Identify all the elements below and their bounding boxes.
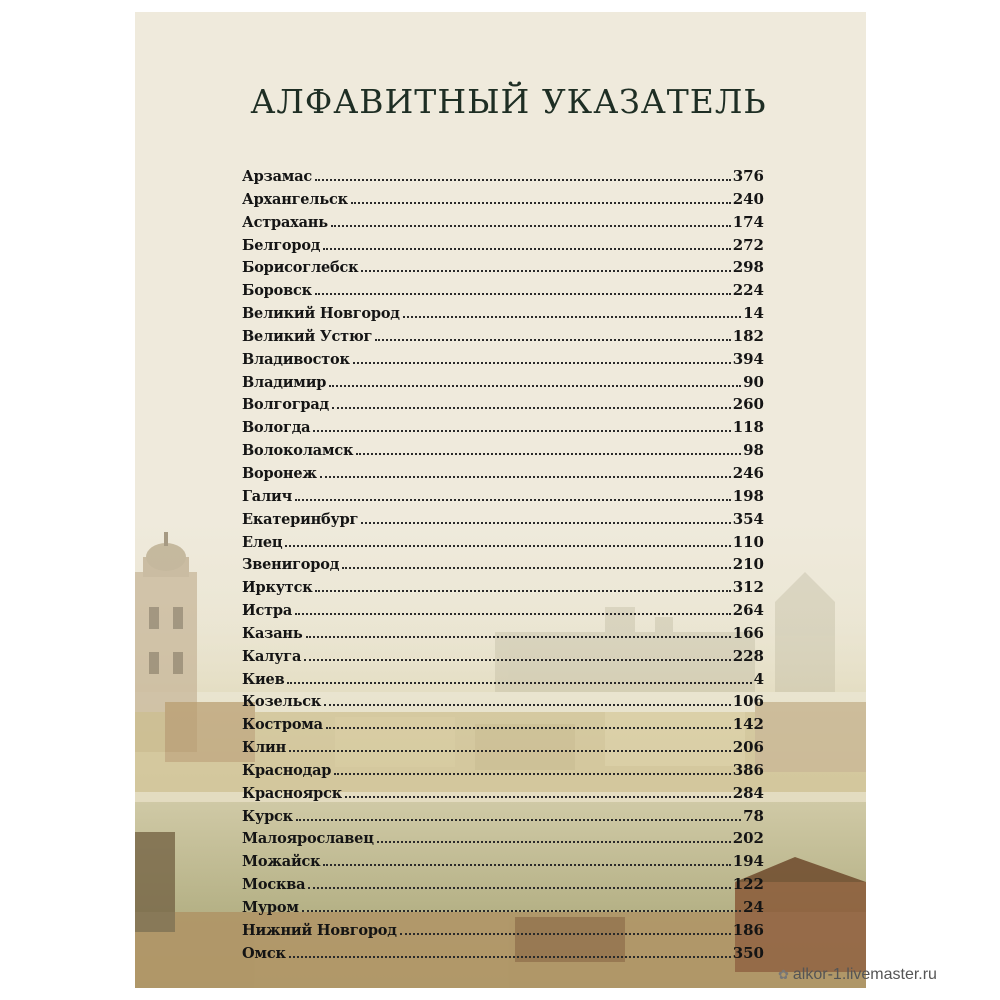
dot-leader xyxy=(324,704,731,706)
watermark-text: alkor-1.livemaster.ru xyxy=(792,966,937,983)
index-row xyxy=(242,213,764,236)
dot-leader xyxy=(375,339,730,341)
index-row xyxy=(242,784,764,807)
index-page-number: 272 xyxy=(732,235,764,254)
index-page-number: 260 xyxy=(732,395,764,414)
index-row xyxy=(242,236,764,259)
index-city-name: Курск xyxy=(242,807,293,825)
dot-leader xyxy=(315,590,730,592)
index-row xyxy=(242,510,764,533)
index-city-name: Воронеж xyxy=(242,464,317,482)
dot-leader xyxy=(356,453,741,455)
dot-leader xyxy=(345,796,731,798)
index-page-number: 206 xyxy=(732,738,764,757)
dot-leader xyxy=(332,407,731,409)
index-city-name: Истра xyxy=(242,602,293,620)
index-page-number: 4 xyxy=(753,669,764,688)
index-city-name: Нижний Новгород xyxy=(242,921,397,939)
index-city-name: Боровск xyxy=(242,282,312,300)
index-city-name: Архангельск xyxy=(242,190,348,208)
index-city-name: Краснодар xyxy=(242,761,332,779)
index-city-name: Борисоглебск xyxy=(242,259,359,277)
index-row xyxy=(242,692,764,715)
dot-leader xyxy=(403,316,741,318)
index-row xyxy=(242,373,764,396)
index-row xyxy=(242,533,764,556)
index-page-number: 264 xyxy=(732,601,764,620)
dot-leader xyxy=(334,773,730,775)
dot-leader xyxy=(289,750,731,752)
dot-leader xyxy=(361,270,730,272)
index-page-number: 174 xyxy=(732,212,764,231)
index-page-number: 298 xyxy=(732,258,764,277)
index-city-name: Красноярск xyxy=(242,784,342,802)
index-city-name: Великий Устюг xyxy=(242,327,373,345)
index-page-number: 394 xyxy=(732,349,764,368)
dot-leader xyxy=(295,499,731,501)
index-row xyxy=(242,327,764,350)
index-page-number: 350 xyxy=(732,943,764,962)
index-row xyxy=(242,190,764,213)
index-city-name: Муром xyxy=(242,899,299,916)
dot-leader xyxy=(289,956,731,958)
dot-leader xyxy=(377,841,731,843)
dot-leader xyxy=(313,430,730,432)
index-city-name: Галич xyxy=(242,487,292,505)
index-city-name: Звенигород xyxy=(242,556,340,574)
index-row xyxy=(242,281,764,304)
index-city-name: Волоколамск xyxy=(242,442,354,460)
index-page-number: 186 xyxy=(732,920,764,939)
index-row xyxy=(242,944,764,967)
index-city-name: Москва xyxy=(242,876,306,894)
index-row xyxy=(242,670,764,693)
index-city-name: Великий Новгород xyxy=(242,305,400,323)
index-city-name: Владимир xyxy=(242,373,327,391)
index-page-number: 182 xyxy=(732,326,764,345)
index-row xyxy=(242,418,764,441)
index-city-name: Владивосток xyxy=(242,350,350,368)
dot-leader xyxy=(302,910,741,912)
index-row xyxy=(242,304,764,327)
index-page-number: 312 xyxy=(732,578,764,597)
index-row xyxy=(242,258,764,281)
index-page-number: 98 xyxy=(743,441,764,460)
dot-leader xyxy=(351,202,731,204)
index-page-number: 376 xyxy=(732,167,764,185)
index-city-name: Можайск xyxy=(242,853,321,871)
index-page-number: 202 xyxy=(732,829,764,848)
index-row xyxy=(242,829,764,852)
index-city-name: Киев xyxy=(242,670,285,688)
book-page xyxy=(135,12,866,988)
index-row xyxy=(242,898,764,921)
index-city-name: Клин xyxy=(242,739,286,757)
index-row xyxy=(242,875,764,898)
index-page-number: 106 xyxy=(732,692,764,711)
index-row xyxy=(242,167,764,190)
dot-leader xyxy=(287,682,751,684)
index-city-name: Малоярославец xyxy=(242,830,374,848)
index-city-name: Волгоград xyxy=(242,396,329,414)
dot-leader xyxy=(323,248,730,250)
index-page-number: 90 xyxy=(743,372,764,391)
dot-leader xyxy=(400,933,731,935)
index-page-number: 228 xyxy=(732,646,764,665)
index-city-name: Астрахань xyxy=(242,213,328,231)
dot-leader xyxy=(353,362,731,364)
dot-leader xyxy=(306,636,731,638)
dot-leader xyxy=(320,476,731,478)
index-row xyxy=(242,807,764,830)
dot-leader xyxy=(296,819,741,821)
index-page-number: 224 xyxy=(732,281,764,300)
page-title: АЛФАВИТНЫЙ УКАЗАТЕЛЬ xyxy=(250,82,767,121)
index-page-number: 78 xyxy=(743,806,764,825)
index-row xyxy=(242,441,764,464)
index-page-number: 210 xyxy=(732,555,764,574)
dot-leader xyxy=(285,545,730,547)
index-row xyxy=(242,601,764,624)
index-page-number: 142 xyxy=(732,715,764,734)
index-city-name: Екатеринбург xyxy=(242,510,359,528)
index-page-number: 240 xyxy=(732,189,764,208)
index-page-number: 284 xyxy=(732,783,764,802)
dot-leader xyxy=(295,613,731,615)
index-row xyxy=(242,715,764,738)
index-page-number: 166 xyxy=(732,623,764,642)
index-page-number: 354 xyxy=(732,509,764,528)
index-city-name: Арзамас xyxy=(242,168,313,185)
index-city-name: Белгород xyxy=(242,236,321,254)
index-city-name: Вологда xyxy=(242,419,311,437)
index-page-number: 198 xyxy=(732,486,764,505)
index-page-number: 246 xyxy=(732,463,764,482)
index-city-name: Козельск xyxy=(242,693,322,711)
alphabetical-index xyxy=(242,167,764,967)
index-row xyxy=(242,578,764,601)
flower-icon: ✿ xyxy=(778,967,789,982)
index-row xyxy=(242,395,764,418)
dot-leader xyxy=(315,179,731,181)
index-city-name: Елец xyxy=(242,533,283,551)
index-row xyxy=(242,624,764,647)
watermark xyxy=(778,966,937,984)
index-city-name: Омск xyxy=(242,944,286,962)
index-row xyxy=(242,350,764,373)
index-row xyxy=(242,487,764,510)
index-page-number: 194 xyxy=(732,852,764,871)
dot-leader xyxy=(331,225,731,227)
index-city-name: Калуга xyxy=(242,647,302,665)
index-page-number: 386 xyxy=(732,760,764,779)
index-row xyxy=(242,647,764,670)
dot-leader xyxy=(323,864,730,866)
index-row xyxy=(242,852,764,875)
dot-leader xyxy=(361,522,730,524)
dot-leader xyxy=(342,567,731,569)
dot-leader xyxy=(308,887,730,889)
index-row xyxy=(242,921,764,944)
dot-leader xyxy=(315,293,731,295)
index-page-number: 118 xyxy=(732,418,764,437)
index-row xyxy=(242,555,764,578)
index-row xyxy=(242,761,764,784)
dot-leader xyxy=(304,659,731,661)
index-page-number: 122 xyxy=(732,875,764,894)
index-row xyxy=(242,464,764,487)
index-page-number: 24 xyxy=(743,898,764,916)
index-page-number: 110 xyxy=(732,532,764,551)
dot-leader xyxy=(326,727,731,729)
index-row xyxy=(242,738,764,761)
index-city-name: Казань xyxy=(242,624,303,642)
index-city-name: Иркутск xyxy=(242,579,313,597)
dot-leader xyxy=(329,385,741,387)
index-city-name: Кострома xyxy=(242,716,323,734)
index-page-number: 14 xyxy=(743,304,764,323)
